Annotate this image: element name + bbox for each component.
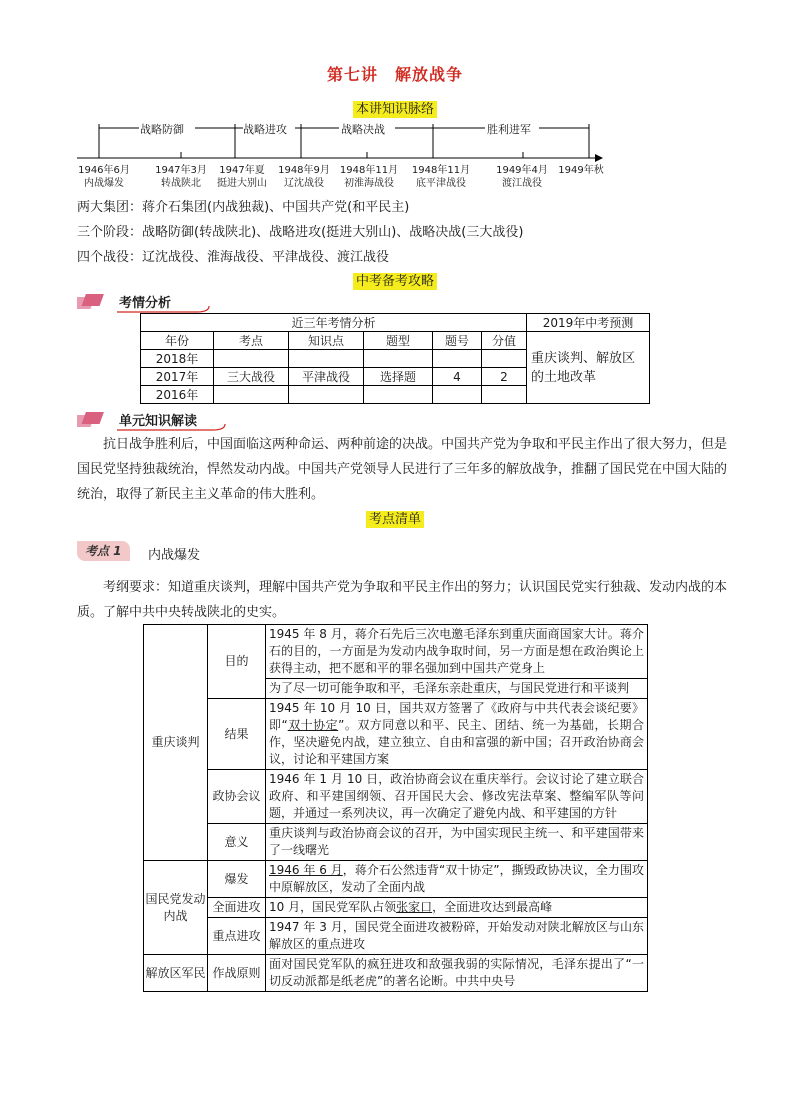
table-cell: 1946 年 1 月 10 日，政治协商会议在重庆举行。会议讨论了建立联合政府、和平建国纲领、召开国民大会、修改宪法草案、整编军队等问题，并通过一系列决议，再一次确定了避免内战、和平建国的方针 (266, 770, 648, 824)
row-label: 作战原则 (208, 955, 266, 992)
exam-strategy-heading: 中考备考攻略 (353, 273, 437, 290)
table-row (144, 861, 648, 898)
column-header: 题号 (433, 332, 482, 350)
timeline-event (276, 164, 332, 190)
unit-header (77, 409, 237, 431)
group-label: 解放区军民 (144, 955, 208, 992)
group-label: 国民党发动内战 (144, 861, 208, 955)
table-cell (266, 898, 648, 918)
timeline-event (556, 164, 606, 177)
row-label: 全面进攻 (208, 898, 266, 918)
table-cell: 4 (433, 368, 482, 386)
group-label: 重庆谈判 (144, 625, 208, 861)
text-run: 1945 年 10 月 10 日，国共双方签署了《政府与中共代表会谈纪要》即“ (269, 701, 644, 732)
table-header: 近三年考情分析 (141, 314, 527, 332)
text-run: ，蒋介石公然违背“双十协定”，撕毁政协决议，全力围攻中原解放区，发动了全面内战 (269, 863, 644, 894)
column-header: 题型 (364, 332, 433, 350)
text-run: ”。双方同意以和平、民主、团结、统一为基础，长期合作，坚决避免内战，建立独立、自由和富强的新中国；召开政治协商会议，讨论和平建国方案 (269, 718, 644, 766)
timeline-event-name: 辽沈战役 (284, 178, 324, 189)
book-icon (77, 291, 111, 313)
unit-heading: 单元知识解读 (119, 414, 198, 429)
table-cell: 面对国民党军队的疯狂进攻和敌强我弱的实际情况，毛泽东提出了“一切反动派都是纸老虎”的著名论断。中共中央号 (266, 955, 648, 992)
timeline-date: 1946年6月 (78, 165, 130, 176)
timeline-event-name: 挺进大别山 (217, 178, 267, 189)
row-label: 目的 (208, 625, 266, 699)
exam-analysis-heading: 考情分析 (119, 296, 172, 311)
table-cell (289, 350, 364, 368)
table-row (144, 955, 648, 992)
timeline-event-name: 渡江战役 (502, 178, 542, 189)
timeline-date: 1948年11月 (411, 165, 471, 176)
table-cell: 1947 年 3 月，国民党全面进攻被粉碎，开始发动对陕北解放区与山东解放区的重点进攻 (266, 918, 648, 955)
table-cell: 2 (482, 368, 527, 386)
text-run: ，全面进攻达到最高峰 (432, 900, 553, 914)
timeline-date: 1947年3月 (155, 165, 207, 176)
table-row (144, 918, 648, 955)
unit-paragraph: 抗日战争胜利后，中国面临这两种命运、两种前途的决战。中国共产党为争取和平民主作出了很大努力，但是国民党坚持独裁统治，悍然发动内战。中国共产党领导人民进行了三年多的解放战争，推翻了国民党在中国大陆的统治，取得了新民主主义革命的伟大胜利。 (77, 437, 728, 502)
summary-line: 四个战役：辽沈战役、淮海战役、平津战役、渡江战役 (77, 250, 390, 265)
point-title: 内战爆发 (148, 548, 201, 563)
table-cell: 1945 年 8 月，蒋介石先后三次电邀毛泽东到重庆面商国家大计。蒋介石的目的，一方面是为发动内战争取时间，另一方面是想在政治舆论上获得主动，把不愿和平的罪名强加到中国共产党身上 (266, 625, 648, 679)
table-cell: 2016年 (141, 386, 214, 404)
table-cell: 平津战役 (289, 368, 364, 386)
checklist-heading-wrap (0, 508, 790, 527)
knowledge-map-heading-wrap (0, 98, 790, 117)
underlined-text: 张家口 (396, 900, 433, 914)
table-cell: 三大战役 (214, 368, 289, 386)
timeline-event (336, 164, 402, 190)
table-cell (364, 350, 433, 368)
table-row (144, 625, 648, 679)
table-cell (482, 386, 527, 404)
prediction-cell: 重庆谈判、解放区的土地改革 (527, 332, 650, 404)
table-header: 2019年中考预测 (527, 314, 650, 332)
timeline-date: 1949年4月 (496, 165, 548, 176)
timeline-event (408, 164, 474, 190)
timeline-event (209, 164, 275, 190)
column-header: 分值 (482, 332, 527, 350)
timeline-event (77, 164, 131, 190)
underlined-text: 双十协定 (287, 718, 339, 732)
timeline-date: 1948年11月 (339, 165, 399, 176)
table-cell (214, 350, 289, 368)
checklist-heading: 考点清单 (366, 511, 424, 528)
table-cell (266, 861, 648, 898)
table-row (144, 898, 648, 918)
table-cell (289, 386, 364, 404)
timeline-date: 1947年夏 (219, 165, 265, 176)
timeline-event (492, 164, 552, 190)
timeline-event (152, 164, 210, 190)
row-label: 意义 (208, 824, 266, 861)
exam-analysis-header (77, 291, 217, 313)
page-title: 第七讲 解放战争 (326, 65, 463, 84)
table-cell (364, 386, 433, 404)
book-icon (77, 409, 111, 431)
row-label: 政协会议 (208, 770, 266, 824)
table-cell (266, 699, 648, 770)
column-header: 考点 (214, 332, 289, 350)
table-cell: 2018年 (141, 350, 214, 368)
row-label: 结果 (208, 699, 266, 770)
column-header: 年份 (141, 332, 214, 350)
timeline-event-name: 转战陕北 (161, 178, 201, 189)
timeline-date: 1949年秋 (558, 165, 604, 176)
table-cell: 重庆谈判与政治协商会议的召开，为中国实现民主统一、和平建国带来了一线曙光 (266, 824, 648, 861)
table-cell: 为了尽一切可能争取和平，毛泽东亲赴重庆，与国民党进行和平谈判 (266, 679, 648, 699)
heading-underline (117, 422, 237, 432)
timeline-phase: 战略防御 (140, 123, 184, 136)
exam-analysis-table (140, 313, 650, 404)
timeline-date: 1948年9月 (278, 165, 330, 176)
point-requirement: 考纲要求：知道重庆谈判，理解中国共产党为争取和平民主作出的努力；认识国民党实行独裁、发动内战的本质。了解中共中央转战陕北的史实。 (77, 580, 728, 620)
point-badge-label: 考点 1 (77, 541, 130, 561)
timeline-event-name: 初淮海战役 (344, 178, 394, 189)
timeline-phase: 战略决战 (341, 123, 385, 136)
table-row (144, 699, 648, 770)
timeline-phase: 胜利进军 (487, 123, 531, 136)
knowledge-map-heading: 本讲知识脉络 (353, 101, 437, 118)
underlined-text: 1946 年 6 月 (269, 863, 343, 877)
table-cell (214, 386, 289, 404)
timeline-event-name: 底平津战役 (416, 178, 466, 189)
detail-table (143, 624, 648, 992)
table-cell (433, 350, 482, 368)
row-label: 爆发 (208, 861, 266, 898)
table-cell (482, 350, 527, 368)
table-row (144, 770, 648, 824)
table-cell: 2017年 (141, 368, 214, 386)
summary-line: 三个阶段：战略防御(转战陕北)、战略进攻(挺进大别山)、战略决战(三大战役) (77, 225, 524, 240)
table-cell: 选择题 (364, 368, 433, 386)
summary-line: 两大集团：蒋介石集团(内战独裁)、中国共产党(和平民主) (77, 200, 410, 215)
exam-strategy-heading-wrap (0, 270, 790, 289)
table-row (144, 824, 648, 861)
text-run: 10 月，国民党军队占领 (269, 900, 397, 914)
timeline-event-name: 内战爆发 (84, 178, 124, 189)
column-header: 知识点 (289, 332, 364, 350)
row-label: 重点进攻 (208, 918, 266, 955)
timeline-phase: 战略进攻 (243, 123, 287, 136)
point-badge (77, 540, 130, 559)
table-cell (433, 386, 482, 404)
